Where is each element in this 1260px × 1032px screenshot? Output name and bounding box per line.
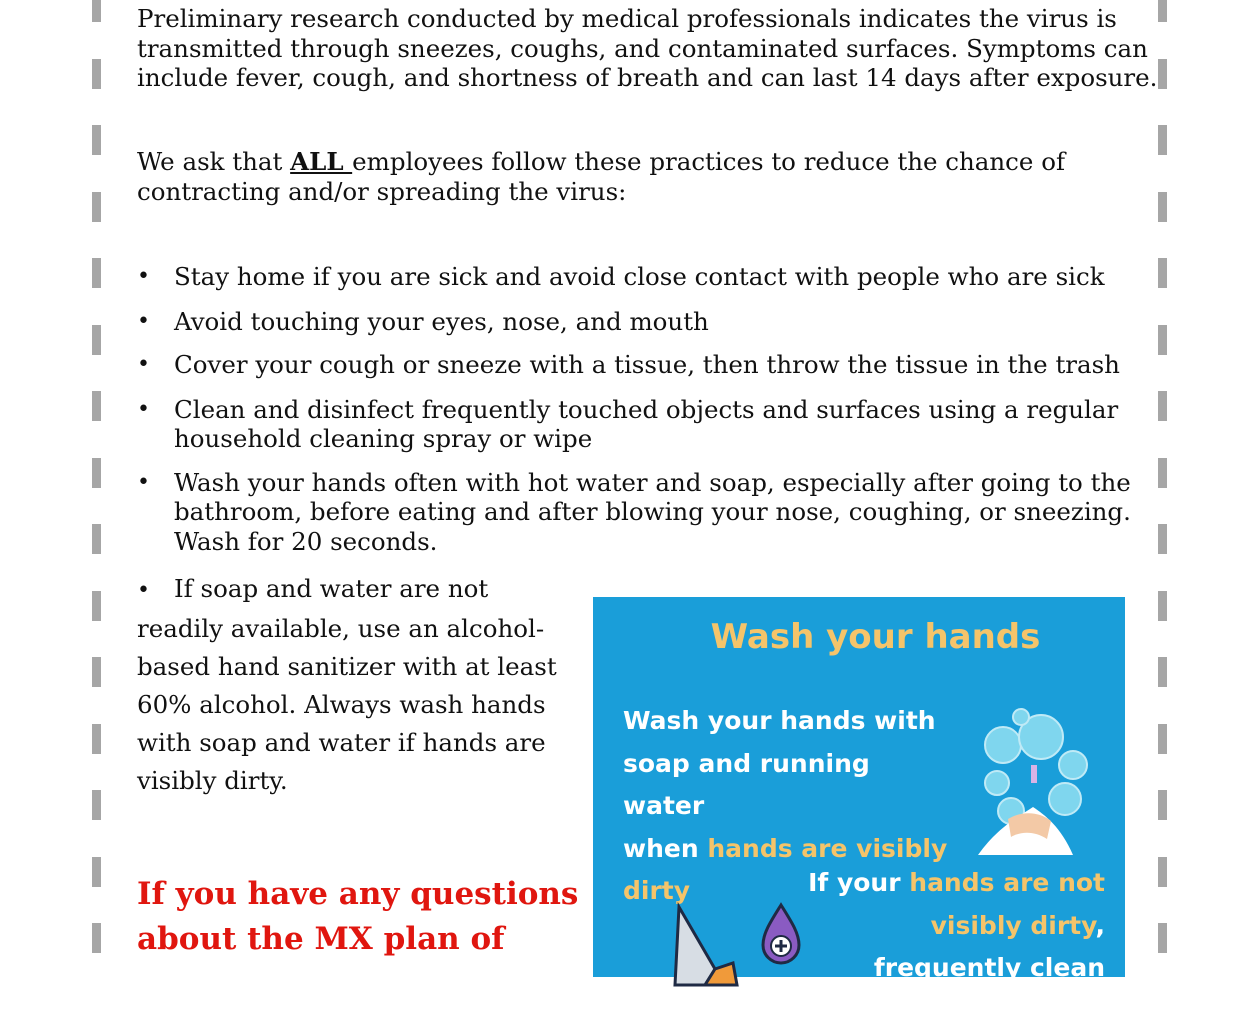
border-dash <box>1158 391 1167 421</box>
border-dash <box>92 59 101 89</box>
border-dash <box>1158 192 1167 222</box>
bullet-glyph: • <box>137 578 150 603</box>
border-dash <box>92 125 101 155</box>
wash-hands-poster <box>593 597 1125 1025</box>
questions-heading: If you have any questions about the MX plan of <box>137 876 579 957</box>
poster-not-dirty-text: If your hands are not visibly dirty, frequently clean them <box>808 868 1105 1025</box>
border-dash <box>1158 724 1167 754</box>
list-item: • Stay home if you are sick and avoid close contact with people who are sick <box>137 262 1131 292</box>
list-item: • Avoid touching your eyes, nose, and mouth <box>137 307 1131 337</box>
list-item: • Wash your hands often with hot water and soap, especially after going to the bathroom, before eating and after blowing your nose, coughing, or sneezing. Wash for 20 seconds. <box>137 468 1131 557</box>
right-dashed-border <box>1158 0 1167 969</box>
border-dash <box>92 258 101 288</box>
sanitizer-drop-icon <box>759 903 803 967</box>
border-dash <box>92 790 101 820</box>
intro-paragraph: Preliminary research conducted by medical professionals indicates the virus is transmitted through sneezes, coughs, and contaminated surfaces. Symptoms can include fever, cough, and shortness of breath and can last 14 days after exposure. <box>137 4 1158 92</box>
border-dash <box>1158 0 1167 22</box>
border-dash <box>1158 923 1167 953</box>
soap-bubbles-hands-icon <box>973 707 1093 857</box>
soap-bullet-paragraph: • If soap and water are not readily available, use an alcohol-based hand sanitizer with at least 60% alcohol. Always wash hands with soap and water if hands are visibly dirty. <box>137 574 557 795</box>
practices-list <box>137 262 1131 556</box>
border-dash <box>92 0 101 22</box>
border-dash <box>92 192 101 222</box>
border-dash <box>92 591 101 621</box>
border-dash <box>92 657 101 687</box>
left-dashed-border <box>92 0 101 969</box>
list-item: • Clean and disinfect frequently touched objects and surfaces using a regular household cleaning spray or wipe <box>137 395 1131 454</box>
hand-sanitizer-icon <box>675 905 755 985</box>
all-emphasis: ALL <box>290 147 353 176</box>
list-item: • Cover your cough or sneeze with a tissue, then throw the tissue in the trash <box>137 350 1131 380</box>
border-dash <box>92 524 101 554</box>
border-dash <box>1158 325 1167 355</box>
border-dash <box>92 857 101 887</box>
border-dash <box>92 724 101 754</box>
poster-title: Wash your hands <box>710 617 1041 657</box>
border-dash <box>1158 790 1167 820</box>
border-dash <box>1158 458 1167 488</box>
border-dash <box>92 391 101 421</box>
border-dash <box>1158 125 1167 155</box>
border-dash <box>1158 591 1167 621</box>
ask-paragraph: We ask that ALL employees follow these practices to reduce the chance of contracting and/or spreading the virus: <box>137 147 1066 206</box>
poster-visibly-dirty-text: Wash your hands with soap and running water when hands are visibly dirty <box>623 706 948 905</box>
border-dash <box>1158 524 1167 554</box>
border-dash <box>92 923 101 953</box>
border-dash <box>1158 857 1167 887</box>
border-dash <box>1158 657 1167 687</box>
border-dash <box>1158 258 1167 288</box>
border-dash <box>1158 59 1167 89</box>
border-dash <box>92 325 101 355</box>
border-dash <box>92 458 101 488</box>
